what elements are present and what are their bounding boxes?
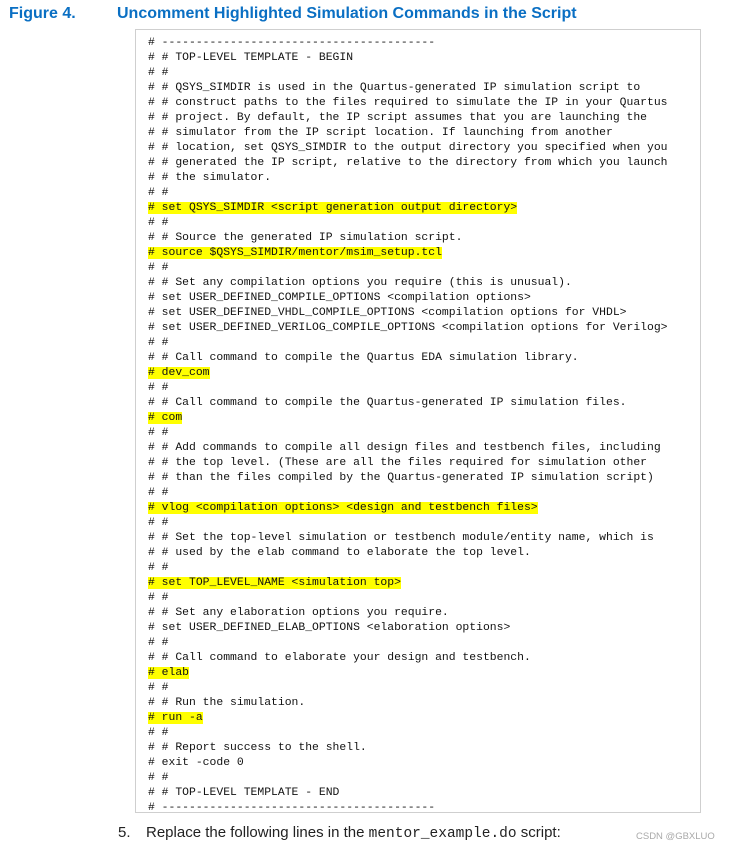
script-line xyxy=(148,621,700,636)
script-line-text: # # location, set QSYS_SIMDIR to the output directory you specified when you xyxy=(148,142,668,154)
script-line xyxy=(148,231,700,246)
step-text-after: script: xyxy=(516,824,561,841)
script-line-text: # # xyxy=(148,67,169,79)
script-line-text: # exit -code 0 xyxy=(148,757,244,769)
highlighted-command-line xyxy=(148,411,700,426)
step-number: 5. xyxy=(118,824,131,841)
script-line xyxy=(148,741,700,756)
script-line-text: # # xyxy=(148,562,169,574)
script-line-text: # ---------------------------------------- xyxy=(148,802,436,814)
highlighted-command-text: # set TOP_LEVEL_NAME <simulation top> xyxy=(148,577,401,589)
script-line-text: # # construct paths to the files required to simulate the IP in your Quartus xyxy=(148,97,668,109)
script-line-text: # # Report success to the shell. xyxy=(148,742,367,754)
step-5-instruction xyxy=(118,824,561,842)
script-line-text: # # project. By default, the IP script assumes that you are launching the xyxy=(148,112,647,124)
highlighted-command-text: # source $QSYS_SIMDIR/mentor/msim_setup.tcl xyxy=(148,247,442,259)
highlighted-command-text: # elab xyxy=(148,667,190,679)
script-line xyxy=(148,96,700,111)
script-line-text: # # than the files compiled by the Quartus-generated IP simulation script) xyxy=(148,472,654,484)
script-line xyxy=(148,531,700,546)
script-line xyxy=(148,606,700,621)
highlighted-command-text: # run -a xyxy=(148,712,203,724)
script-line xyxy=(148,561,700,576)
highlighted-command-line xyxy=(148,201,700,216)
script-line xyxy=(148,726,700,741)
script-line xyxy=(148,471,700,486)
script-line xyxy=(148,441,700,456)
script-line xyxy=(148,291,700,306)
script-line-text: # # the top level. (These are all the files required for simulation other xyxy=(148,457,647,469)
script-line-text: # # generated the IP script, relative to the directory from which you launch xyxy=(148,157,668,169)
highlighted-command-line xyxy=(148,576,700,591)
script-line xyxy=(148,306,700,321)
highlighted-command-line xyxy=(148,666,700,681)
script-line xyxy=(148,516,700,531)
script-line xyxy=(148,801,700,816)
script-line-text: # ---------------------------------------- xyxy=(148,37,436,49)
highlighted-command-line xyxy=(148,246,700,261)
script-line xyxy=(148,486,700,501)
script-line-text: # # Set any compilation options you require (this is unusual). xyxy=(148,277,572,289)
figure-number: Figure 4. xyxy=(9,5,76,22)
script-line xyxy=(148,591,700,606)
script-line xyxy=(148,771,700,786)
script-line-text: # # QSYS_SIMDIR is used in the Quartus-generated IP simulation script to xyxy=(148,82,641,94)
highlighted-command-text: # com xyxy=(148,412,183,424)
script-line-text: # # xyxy=(148,262,169,274)
script-line xyxy=(148,36,700,51)
script-line-text: # # Set the top-level simulation or testbench module/entity name, which is xyxy=(148,532,654,544)
script-line-text: # set USER_DEFINED_ELAB_OPTIONS <elaboration options> xyxy=(148,622,511,634)
script-line-text: # # xyxy=(148,337,169,349)
script-line xyxy=(148,426,700,441)
highlighted-command-line xyxy=(148,501,700,516)
script-line xyxy=(148,456,700,471)
script-listing xyxy=(135,29,701,813)
script-line-text: # # TOP-LEVEL TEMPLATE - END xyxy=(148,787,340,799)
script-line-text: # # Set any elaboration options you require. xyxy=(148,607,449,619)
highlighted-command-text: # dev_com xyxy=(148,367,210,379)
script-line xyxy=(148,756,700,771)
script-line xyxy=(148,261,700,276)
script-line-text: # # TOP-LEVEL TEMPLATE - BEGIN xyxy=(148,52,354,64)
script-line xyxy=(148,186,700,201)
script-line xyxy=(148,381,700,396)
script-line xyxy=(148,156,700,171)
script-line-text: # # the simulator. xyxy=(148,172,272,184)
script-line xyxy=(148,546,700,561)
script-line xyxy=(148,126,700,141)
watermark: CSDN @GBXLUO xyxy=(636,831,715,842)
script-line-text: # # xyxy=(148,772,169,784)
script-line-text: # # xyxy=(148,217,169,229)
script-line xyxy=(148,651,700,666)
script-line-text: # # xyxy=(148,517,169,529)
script-line-text: # # Call command to elaborate your design and testbench. xyxy=(148,652,531,664)
script-line xyxy=(148,66,700,81)
script-line xyxy=(148,336,700,351)
script-line xyxy=(148,786,700,801)
script-line xyxy=(148,696,700,711)
script-line-text: # # Source the generated IP simulation script. xyxy=(148,232,463,244)
script-line-text: # # Call command to compile the Quartus EDA simulation library. xyxy=(148,352,579,364)
script-line-text: # set USER_DEFINED_COMPILE_OPTIONS <compilation options> xyxy=(148,292,531,304)
script-line-text: # set USER_DEFINED_VHDL_COMPILE_OPTIONS <compilation options for VHDL> xyxy=(148,307,627,319)
highlighted-command-line xyxy=(148,711,700,726)
script-line-text: # set USER_DEFINED_VERILOG_COMPILE_OPTIONS <compilation options for Verilog> xyxy=(148,322,668,334)
script-line xyxy=(148,81,700,96)
figure-title: Uncomment Highlighted Simulation Commands in the Script xyxy=(117,5,577,22)
script-line-text: # # xyxy=(148,382,169,394)
script-filename: mentor_example.do xyxy=(368,826,517,842)
script-line-text: # # xyxy=(148,637,169,649)
script-line xyxy=(148,51,700,66)
script-line-text: # # Call command to compile the Quartus-generated IP simulation files. xyxy=(148,397,627,409)
script-line-text: # # Add commands to compile all design files and testbench files, including xyxy=(148,442,661,454)
script-line-text: # # xyxy=(148,187,169,199)
script-line-text: # # xyxy=(148,727,169,739)
highlighted-command-text: # vlog <compilation options> <design and testbench files> xyxy=(148,502,538,514)
figure-heading xyxy=(9,5,728,27)
script-line-text: # # xyxy=(148,487,169,499)
highlighted-command-text: # set QSYS_SIMDIR <script generation output directory> xyxy=(148,202,518,214)
script-line-text: # # simulator from the IP script location. If launching from another xyxy=(148,127,613,139)
script-line xyxy=(148,276,700,291)
step-text-before: Replace the following lines in the xyxy=(146,824,369,841)
script-line xyxy=(148,111,700,126)
script-line xyxy=(148,636,700,651)
script-line-text: # # xyxy=(148,427,169,439)
script-line xyxy=(148,396,700,411)
script-line xyxy=(148,216,700,231)
script-line-text: # # Run the simulation. xyxy=(148,697,306,709)
script-line-text: # # xyxy=(148,592,169,604)
script-line xyxy=(148,681,700,696)
script-line xyxy=(148,171,700,186)
script-code xyxy=(148,36,700,816)
script-line xyxy=(148,321,700,336)
script-line-text: # # xyxy=(148,682,169,694)
highlighted-command-line xyxy=(148,366,700,381)
script-line-text: # # used by the elab command to elaborate the top level. xyxy=(148,547,531,559)
script-line xyxy=(148,141,700,156)
script-line xyxy=(148,351,700,366)
